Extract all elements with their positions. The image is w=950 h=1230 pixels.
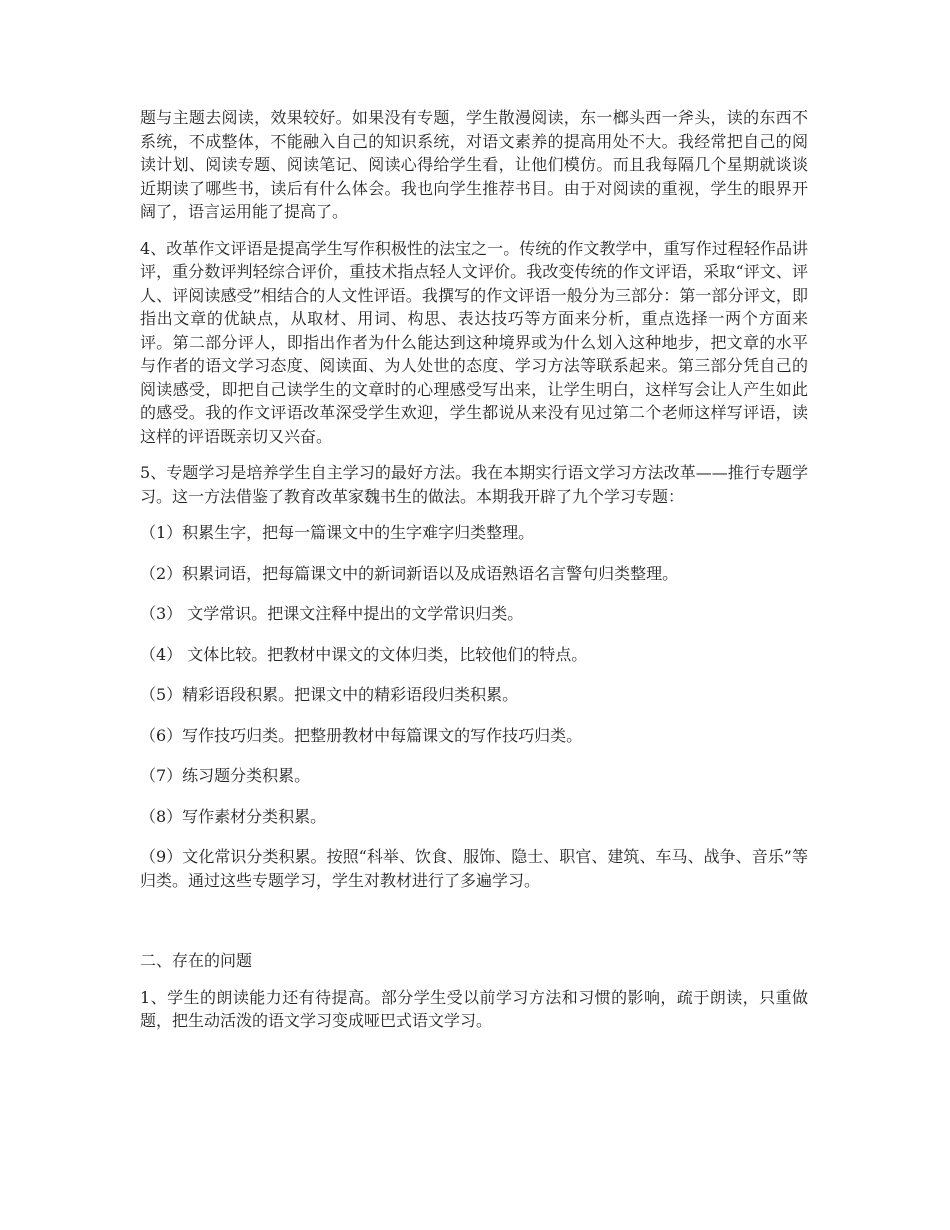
list-item: （1）积累生字，把每一篇课文中的生字难字归类整理。 <box>140 523 535 542</box>
list-item: （9）文化常识分类积累。按照“科举、饮食、服饰、隐士、职官、建筑、车马、战争、音乐”等归类。通过这些专题学习，学生对教材进行了多遍学习。 <box>140 847 808 890</box>
list-item: （3） 文学常识。把课文注释中提出的文学常识归类。 <box>140 604 524 623</box>
list-item: （4） 文体比较。把教材中课文的文体归类，比较他们的特点。 <box>140 644 588 664</box>
list-item: （5）精彩语段积累。把课文中的精彩语段归类积累。 <box>140 685 519 704</box>
paragraph-composition-comments: 4、改革作文评语是提高学生写作积极性的法宝之一。传统的作文教学中，重写作过程轻作品讲评，重分数评判轻综合评价，重技术指点轻人文评价。我改变传统的作文评语，采取“评文、评人、评阅读感受”相结合的人文性评语。我撰写的作文评语一般分为三部分：第一部分评文，即指出文章的优缺点，从取材、用词、构思、表达技巧等方面来分析，重点选择一两个方面来评。第二部分评人，即指出作者为什么能达到这种境界或为什么划入这种地步，把文章的水平与作者的语文学习态度、阅读面、为人处世的态度、学习方法等联系起来。第三部分凭自己的阅读感受，即把自己读学生的文章时的心理感受写出来，让学生明白，这样写会让人产生如此的感受。我的作文评语改革深受学生欢迎，学生都说从来没有见过第二个老师这样写评语，读这样的评语既亲切又兴奋。 <box>140 238 808 446</box>
paragraph-topic-study: 5、专题学习是培养学生自主学习的最好方法。我在本期实行语文学习方法改革——推行专题学习。这一方法借鉴了教育改革家魏书生的做法。本期我开辟了九个学习专题： <box>140 463 808 506</box>
list-item: （2）积累词语，把每篇课文中的新词新语以及成语熟语名言警句归类整理。 <box>140 563 679 583</box>
paragraph-problems: 1、学生的朗读能力还有待提高。部分学生受以前学习方法和习惯的影响，疏于朗读，只重做题，把生动活泼的语文学习变成哑巴式语文学习。 <box>140 987 808 1030</box>
paragraph-reading-topics: 题与主题去阅读，效果较好。如果没有专题，学生散漫阅读，东一榔头西一斧头，读的东西不系统，不成整体，不能融入自己的知识系统，对语文素养的提高用处不大。我经常把自己的阅读计划、阅读专题、阅读笔记、阅读心得给学生看，让他们模仿。而且我每隔几个星期就谈谈近期读了哪些书，读后有什么体会。我也向学生推荐书目。由于对阅读的重视，学生的眼界开阔了，语言运用能了提高了。 <box>140 108 808 221</box>
topic-list <box>140 521 808 892</box>
list-item: （7）练习题分类积累。 <box>140 766 311 785</box>
list-item: （8）写作素材分类积累。 <box>140 806 327 826</box>
list-item: （6）写作技巧归类。把整册教材中每篇课文的写作技巧归类。 <box>140 725 583 745</box>
document-page <box>140 106 808 1033</box>
section-heading: 二、存在的问题 <box>140 951 253 970</box>
section-spacer <box>140 892 808 949</box>
